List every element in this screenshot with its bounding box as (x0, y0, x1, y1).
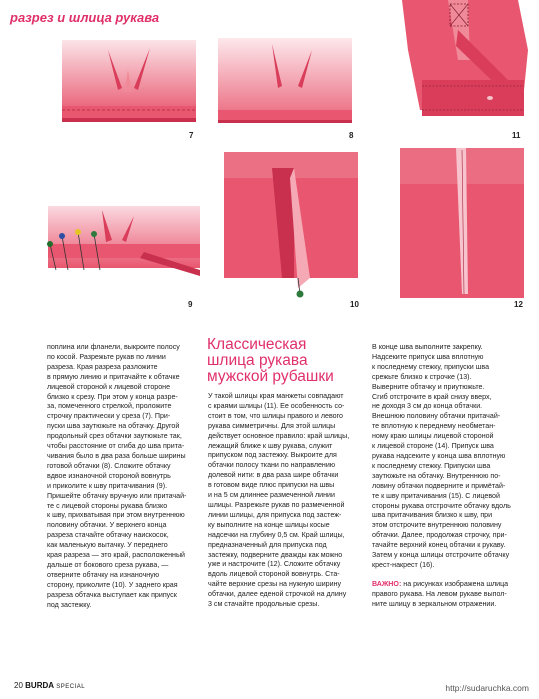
text-line: крест-накрест (16). (372, 560, 435, 569)
figure-number-11: 11 (512, 131, 521, 140)
figure-number-8: 8 (349, 131, 354, 140)
text-line: к последнему стежку. Припуски шва (372, 461, 491, 470)
text-line: за, помеченного стрелкой, проложите (47, 402, 172, 411)
text-line: к последнему стежку, припуски шва (372, 362, 490, 371)
note-text: правого рукава. На левом рукаве выпол- (372, 589, 507, 598)
text-line: ному краю шлицы лицевой стороной (372, 432, 494, 441)
text-line: поплина или фланели, выкроите полосу (47, 343, 180, 351)
magazine-brand: BURDA (25, 681, 55, 690)
text-line: Надсеките припуск шва вплотную (372, 352, 484, 361)
article-headline (207, 337, 367, 385)
text-line: те с лицевой стороны рукава близко (47, 501, 168, 510)
text-line: обтачки полосу ткани по направлению (208, 461, 336, 470)
text-line: лицевой стороной к лицевой стороне (47, 382, 171, 391)
text-line: Пришейте обтачку вручную или притачай- (47, 491, 187, 500)
text-line: заутюжьте на обтачку. Внутреннюю по- (372, 471, 501, 480)
headline-line-3: мужской рубашки (207, 368, 334, 385)
text-line: действует основное правило: край шлицы, (208, 431, 350, 440)
text-column-1 (47, 343, 189, 610)
text-line: Затем у конца шлицы отстрочите обтачку (372, 551, 510, 560)
text-line: стороны рукава отстрочите обтачку вдоль (372, 501, 511, 510)
text-line: обтачки. Далее, продолжая строчку, при- (372, 531, 507, 540)
note-line (372, 600, 524, 610)
text-line: припуском под застежку. Выкроите для (208, 451, 337, 460)
text-line: ку выполните на конце шлицы косые (208, 520, 330, 529)
note-label: ВАЖНО: (372, 579, 402, 588)
text-line: половину обтачки. У верхнего конца (47, 521, 167, 530)
headline-line-2: шлица рукава (207, 352, 308, 369)
text-line: шлицы. Разрежьте рукав по размеченной (208, 500, 345, 509)
text-line: те вплотную к переднему необметан- (372, 422, 496, 431)
note-line (372, 590, 524, 600)
text-line: лежащий ближе к шву рукава, служит (208, 441, 333, 450)
headline-line-1: Классическая (207, 336, 307, 353)
note-spacer (372, 571, 524, 580)
magazine-edition: SPECIAL (56, 684, 86, 690)
text-line: близко к срезу. При этом у конца разре- (47, 392, 178, 401)
text-line: уже и настрочите (12). Сложите обтачку (208, 560, 341, 569)
text-line: застежку, подверните дважды как можно (208, 550, 343, 559)
text-line: сторону, приколите (10). У заднего края (47, 580, 178, 589)
text-line: этом отстрочите внутреннюю половину (372, 521, 502, 530)
text-line: к лицевой стороне (14). Припуск шва (372, 442, 494, 451)
text-line: вдвое изнаночной стороной вовнутрь (47, 471, 171, 480)
illustration-9 (44, 192, 206, 308)
text-line: в прямую линию и притачайте к обтачке (47, 372, 180, 381)
figure-number-7: 7 (189, 131, 194, 140)
note-text: ните шлицу в зеркальном отражении. (372, 599, 497, 608)
text-line: рукава надсеките у конца шва вплотную (372, 451, 506, 460)
text-line: те к шву притачивания (15). С лицевой (372, 491, 500, 500)
figure-number-10: 10 (350, 300, 359, 309)
text-line: разреза. Края разреза разложите (47, 362, 158, 371)
text-line: срежьте близко к строчке (13). (372, 372, 472, 381)
text-line: шва притачивания близко к шву, при (372, 511, 493, 520)
text-line: тачайте верхний конец обтачки к рукаву. (372, 541, 506, 550)
text-line: ловину обтачки подверните и примётай- (372, 481, 506, 490)
page-number: 20 (14, 681, 23, 690)
note-text: на рисунках изображена шлица (403, 579, 509, 588)
text-line: Выверните обтачку и приутюжьте. (372, 382, 485, 391)
figure-number-12: 12 (514, 300, 523, 309)
text-line: дальше от бокового среза рукава, — (47, 560, 169, 569)
illustration-7 (58, 30, 200, 138)
text-line: вдоль лицевой стороной вовнутрь. Ста- (208, 570, 340, 579)
text-line: отверните обтачку на изнаночную (47, 570, 160, 579)
text-line: продольный срез обтачки заутюжьте так, (47, 432, 182, 441)
text-line: разреза обтачка выступает как припуск (47, 590, 177, 599)
text-line: Сгиб отстрочите в край снизу вверх, (372, 392, 492, 401)
text-line: с краями шлицы (11). Ее особенность со- (208, 401, 345, 410)
text-line: чивания было в два раза больше ширины (47, 451, 186, 460)
text-line: стоит в том, что шлицы правого и левого (208, 411, 343, 420)
illustration-11 (398, 0, 539, 128)
text-line: пуски шва заутюжьте на обтачку. Другой (47, 422, 180, 431)
text-column-3 (372, 343, 524, 610)
text-line: не доходя 3 см до конца обтачки. (372, 402, 483, 411)
text-line: линии шлицы, для припуска под застеж- (208, 510, 342, 519)
text-line: к шву, прихватывая при этом внутреннюю (47, 511, 185, 520)
text-line: по косой. Разрежьте рукав по линии (47, 352, 166, 361)
illustration-10 (220, 148, 362, 308)
text-line: разреза стачайте обтачку наискосок, (47, 531, 169, 540)
text-line: и приколите к шву притачивания (9). (47, 481, 168, 490)
text-line: строчку практически у среза (7). При- (47, 412, 171, 421)
figure-number-9: 9 (188, 300, 193, 309)
text-line: надсечки на глубину 0,5 см. Край шлицы, (208, 530, 345, 539)
text-line: долевой нити: в два раза шире обтачки (208, 471, 339, 480)
illustration-12 (396, 144, 526, 300)
text-line: края разреза — это край, расположенный (47, 551, 186, 560)
note-line (372, 580, 524, 590)
page-footer (14, 681, 85, 690)
text-column-2 (208, 392, 356, 610)
illustration-8 (216, 30, 358, 138)
text-line: Внешнюю половину обтачки притачай- (372, 412, 501, 421)
text-line: В конце шва выполните закрепку. (372, 343, 483, 351)
text-line: и на 5 см длиннее размеченной линии (208, 491, 335, 500)
text-line: чтобы расстояние от сгиба до шва прита- (47, 442, 185, 451)
watermark-url: http://sudaruchka.com (445, 683, 529, 693)
text-line: 3 см стачайте продольные срезы. (208, 600, 320, 609)
text-line: предназначенный для припуска под (208, 540, 327, 549)
text-line: готовой обтачки (8). Сложите обтачку (47, 461, 171, 470)
section-title: разрез и шлица рукава (10, 10, 160, 25)
text-line: как маленькую вытачку. У переднего (47, 541, 168, 550)
text-line: рукава симметричны. Для этой шлицы (208, 421, 336, 430)
text-line: У такой шлицы края манжеты совпадают (208, 392, 344, 400)
text-line: обтачки, далее еденой строчкой на длину (208, 590, 347, 599)
text-line: чайте верхние срезы на нужную ширину (208, 580, 342, 589)
text-line: в готовом виде плюс припуски на швы (208, 481, 335, 490)
text-line: под застежку. (47, 600, 92, 609)
